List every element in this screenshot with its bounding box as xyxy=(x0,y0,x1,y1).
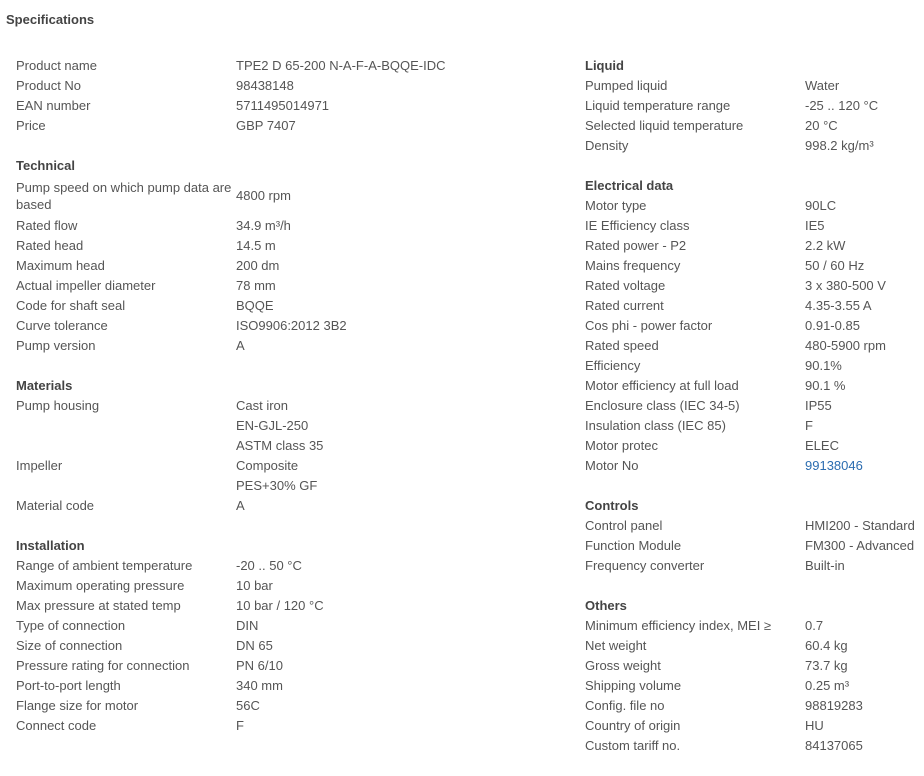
spec-row-maximum-head xyxy=(16,256,556,276)
spec-row-control-panel xyxy=(585,516,924,536)
right-column xyxy=(585,56,924,776)
section-title-electrical: Electrical data xyxy=(585,178,674,193)
section-title-liquid: Liquid xyxy=(585,58,624,73)
materials-section xyxy=(16,376,556,516)
spec-value: 0.7 xyxy=(805,618,824,633)
spec-label: Flange size for motor xyxy=(16,698,139,713)
spec-row-rated-flow xyxy=(16,216,556,236)
spec-value: 90LC xyxy=(805,198,837,213)
spec-value: Cast iron xyxy=(236,398,289,413)
spec-label: Custom tariff no. xyxy=(585,738,681,753)
spec-row-type-of-connection xyxy=(16,616,556,636)
spec-label: Code for shaft seal xyxy=(16,298,126,313)
spec-label: Shipping volume xyxy=(585,678,682,693)
spec-label: Rated power - P2 xyxy=(585,238,687,253)
spec-row-impeller xyxy=(16,456,556,496)
spec-value: 10 bar / 120 °C xyxy=(236,598,324,613)
spec-value: 56C xyxy=(236,698,260,713)
spec-label: IE Efficiency class xyxy=(585,218,690,233)
spec-label: Size of connection xyxy=(16,638,123,653)
spec-row-function-module xyxy=(585,536,924,556)
spec-row-cos-phi xyxy=(585,316,924,336)
spec-label: Pressure rating for connection xyxy=(16,658,190,673)
spec-value: PN 6/10 xyxy=(236,658,283,673)
spec-value: A xyxy=(236,498,245,513)
spec-label: Rated flow xyxy=(16,218,78,233)
controls-section xyxy=(585,496,924,576)
spec-value: BQQE xyxy=(236,298,274,313)
spec-value: ASTM class 35 xyxy=(236,438,324,453)
spec-row-mains-frequency xyxy=(585,256,924,276)
spec-value: 14.5 m xyxy=(236,238,276,253)
spec-value: 50 / 60 Hz xyxy=(805,258,865,273)
spec-row-rated-voltage xyxy=(585,276,924,296)
spec-row-rated-power xyxy=(585,236,924,256)
electrical-section xyxy=(585,176,924,476)
spec-value: HMI200 - Standard xyxy=(805,518,915,533)
spec-label: Range of ambient temperature xyxy=(16,558,193,573)
spec-row-flange-size xyxy=(16,696,556,716)
spec-label: Impeller xyxy=(16,458,63,473)
spec-label: Maximum operating pressure xyxy=(16,578,185,593)
spec-row-mei xyxy=(585,616,924,636)
spec-value: A xyxy=(236,338,245,353)
spec-value: GBP 7407 xyxy=(236,118,296,133)
spec-label: Product name xyxy=(16,58,97,73)
spec-label: Cos phi - power factor xyxy=(585,318,713,333)
spec-label: Pump housing xyxy=(16,398,100,413)
spec-row-motor-no xyxy=(585,456,924,476)
spec-value: IP55 xyxy=(805,398,832,413)
spec-value: Built-in xyxy=(805,558,845,573)
spec-value-group xyxy=(236,496,556,516)
spec-row-price xyxy=(16,116,556,136)
spec-label: Maximum head xyxy=(16,258,105,273)
spec-label: Material code xyxy=(16,498,95,513)
page-title: Specifications xyxy=(6,12,95,27)
spec-value-group xyxy=(236,396,556,456)
spec-value: TPE2 D 65-200 N-A-F-A-BQQE-IDC xyxy=(236,58,446,73)
spec-label: Gross weight xyxy=(585,658,661,673)
spec-row-motor-protec xyxy=(585,436,924,456)
section-title-others: Others xyxy=(585,598,627,613)
technical-section xyxy=(16,156,556,356)
spec-row-shipping-volume xyxy=(585,676,924,696)
spec-value: 60.4 kg xyxy=(805,638,848,653)
spec-label: Rated current xyxy=(585,298,664,313)
others-section xyxy=(585,596,924,756)
spec-label: Pump speed on which pump data are based xyxy=(16,180,232,212)
spec-value: 98438148 xyxy=(236,78,294,93)
spec-value: EN-GJL-250 xyxy=(236,418,309,433)
spec-row-rated-head xyxy=(16,236,556,256)
spec-value: 3 x 380-500 V xyxy=(805,278,886,293)
spec-label: Config. file no xyxy=(585,698,665,713)
motor-no-link[interactable]: 99138046 xyxy=(805,458,863,473)
spec-value: -20 .. 50 °C xyxy=(236,558,302,573)
spec-row-pressure-rating xyxy=(16,656,556,676)
spec-row-max-pressure-stated-temp xyxy=(16,596,556,616)
spec-row-liquid-temp-range xyxy=(585,96,924,116)
spec-value: 34.9 m³/h xyxy=(236,218,291,233)
spec-value: 4800 rpm xyxy=(236,188,291,203)
spec-value: F xyxy=(805,418,813,433)
spec-label: Insulation class (IEC 85) xyxy=(585,418,726,433)
spec-label: Port-to-port length xyxy=(16,678,121,693)
spec-row-country-of-origin xyxy=(585,716,924,736)
spec-label: Mains frequency xyxy=(585,258,681,273)
spec-row-frequency-converter xyxy=(585,556,924,576)
liquid-section xyxy=(585,56,924,156)
spec-value: Composite xyxy=(236,458,299,473)
spec-row-ie-efficiency-class xyxy=(585,216,924,236)
spec-value: ISO9906:2012 3B2 xyxy=(236,318,347,333)
spec-row-product-no xyxy=(16,76,556,96)
spec-value-group xyxy=(236,456,556,496)
spec-label: Liquid temperature range xyxy=(585,98,731,113)
spec-row-max-operating-pressure xyxy=(16,576,556,596)
section-title-technical: Technical xyxy=(16,158,76,173)
spec-row-port-to-port-length xyxy=(16,676,556,696)
spec-value: Water xyxy=(805,78,840,93)
spec-value: F xyxy=(236,718,244,733)
spec-label: Control panel xyxy=(585,518,663,533)
spec-value: 0.91-0.85 xyxy=(805,318,860,333)
spec-label: Actual impeller diameter xyxy=(16,278,156,293)
spec-value: IE5 xyxy=(805,218,825,233)
spec-value: 2.2 kW xyxy=(805,238,846,253)
spec-label: Density xyxy=(585,138,629,153)
spec-row-product-name xyxy=(16,56,556,76)
spec-row-motor-type xyxy=(585,196,924,216)
spec-label: Selected liquid temperature xyxy=(585,118,744,133)
spec-label: EAN number xyxy=(16,98,91,113)
spec-value: -25 .. 120 °C xyxy=(805,98,879,113)
spec-row-material-code xyxy=(16,496,556,516)
spec-row-pump-version xyxy=(16,336,556,356)
spec-row-net-weight xyxy=(585,636,924,656)
spec-value: 340 mm xyxy=(236,678,283,693)
spec-label: Price xyxy=(16,118,46,133)
spec-row-custom-tariff xyxy=(585,736,924,756)
spec-value: 78 mm xyxy=(236,278,276,293)
spec-value: DN 65 xyxy=(236,638,273,653)
spec-row-pumped-liquid xyxy=(585,76,924,96)
spec-row-insulation-class xyxy=(585,416,924,436)
spec-row-efficiency xyxy=(585,356,924,376)
spec-label: Function Module xyxy=(585,538,682,553)
spec-value: ELEC xyxy=(805,438,839,453)
spec-label: Rated head xyxy=(16,238,84,253)
spec-value: 480-5900 rpm xyxy=(805,338,886,353)
spec-label: Pumped liquid xyxy=(585,78,668,93)
spec-row-selected-liquid-temp xyxy=(585,116,924,136)
spec-value: 4.35-3.55 A xyxy=(805,298,872,313)
spec-label: Minimum efficiency index, MEI ≥ xyxy=(585,618,772,633)
spec-row-impeller-diameter xyxy=(16,276,556,296)
spec-label: Motor type xyxy=(585,198,647,213)
spec-value: 90.1 % xyxy=(805,378,846,393)
spec-value: 20 °C xyxy=(805,118,838,133)
installation-section xyxy=(16,536,556,736)
spec-row-pump-housing xyxy=(16,396,556,456)
spec-label: Product No xyxy=(16,78,82,93)
spec-value: 10 bar xyxy=(236,578,273,593)
spec-row-config-file xyxy=(585,696,924,716)
spec-row-curve-tolerance xyxy=(16,316,556,336)
spec-label: Connect code xyxy=(16,718,97,733)
spec-value: 0.25 m³ xyxy=(805,678,850,693)
spec-value: 200 dm xyxy=(236,258,280,273)
spec-value: DIN xyxy=(236,618,259,633)
spec-value: 5711495014971 xyxy=(236,98,330,113)
spec-row-rated-current xyxy=(585,296,924,316)
spec-value: 73.7 kg xyxy=(805,658,848,673)
spec-value: 998.2 kg/m³ xyxy=(805,138,874,153)
general-section xyxy=(16,56,556,136)
spec-label: Net weight xyxy=(585,638,647,653)
spec-row-rated-speed xyxy=(585,336,924,356)
spec-value: 84137065 xyxy=(805,738,863,753)
left-column xyxy=(16,56,556,756)
spec-label: Motor efficiency at full load xyxy=(585,378,739,393)
section-title-materials: Materials xyxy=(16,378,73,393)
spec-row-shaft-seal xyxy=(16,296,556,316)
spec-value: 98819283 xyxy=(805,698,863,713)
spec-value: PES+30% GF xyxy=(236,478,318,493)
spec-value: FM300 - Advanced xyxy=(805,538,915,553)
spec-row-pump-speed xyxy=(16,176,556,216)
spec-label: Enclosure class (IEC 34-5) xyxy=(585,398,740,413)
spec-label: Rated voltage xyxy=(585,278,666,293)
spec-row-gross-weight xyxy=(585,656,924,676)
spec-label: Efficiency xyxy=(585,358,641,373)
spec-row-connect-code xyxy=(16,716,556,736)
spec-label: Motor No xyxy=(585,458,639,473)
spec-label: Rated speed xyxy=(585,338,659,353)
spec-label: Motor protec xyxy=(585,438,658,453)
spec-row-size-of-connection xyxy=(16,636,556,656)
section-title-installation: Installation xyxy=(16,538,85,553)
spec-row-ean xyxy=(16,96,556,116)
spec-row-ambient-temperature xyxy=(16,556,556,576)
spec-row-enclosure-class xyxy=(585,396,924,416)
spec-label: Pump version xyxy=(16,338,96,353)
spec-label: Type of connection xyxy=(16,618,126,633)
spec-label: Country of origin xyxy=(585,718,681,733)
spec-label: Max pressure at stated temp xyxy=(16,598,181,613)
spec-value: HU xyxy=(805,718,824,733)
spec-row-motor-efficiency-full-load xyxy=(585,376,924,396)
spec-label: Frequency converter xyxy=(585,558,705,573)
section-title-controls: Controls xyxy=(585,498,639,513)
spec-label: Curve tolerance xyxy=(16,318,108,333)
spec-row-density xyxy=(585,136,924,156)
spec-value: 90.1% xyxy=(805,358,842,373)
